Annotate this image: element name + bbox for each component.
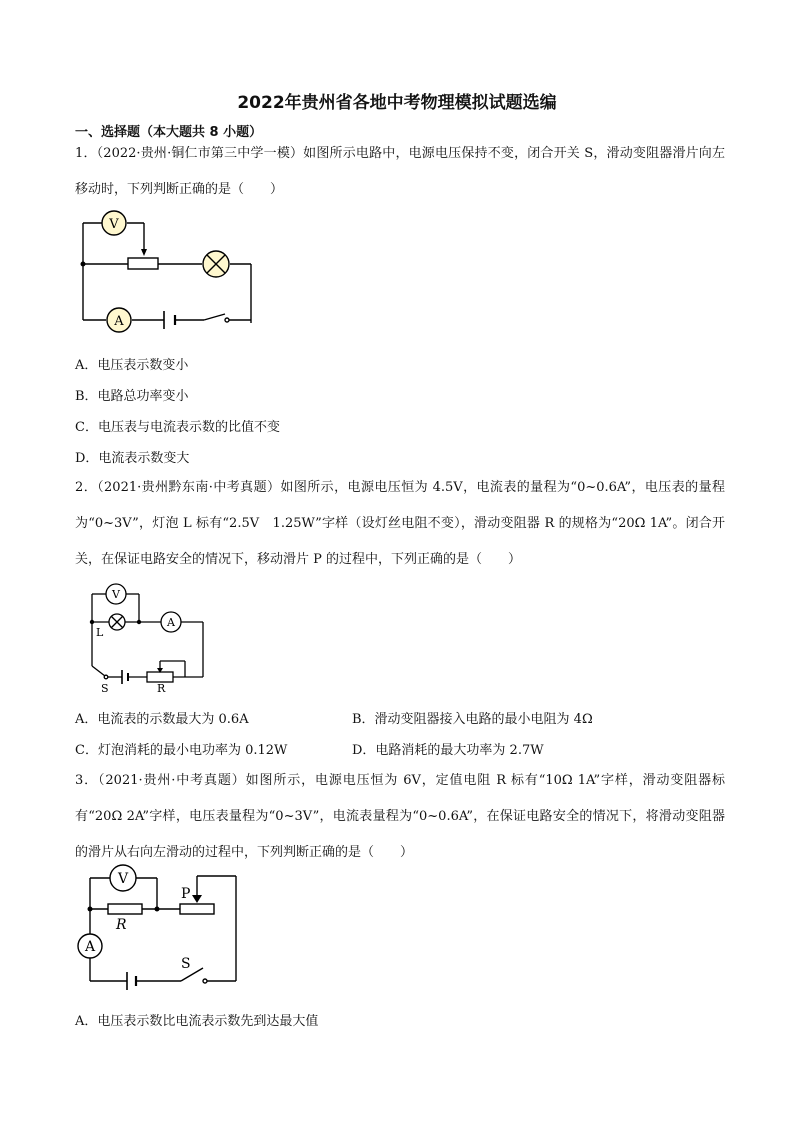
rheostat-symbol [128, 258, 158, 269]
question-2-circuit-diagram [75, 580, 215, 695]
voltmeter-label: V [117, 871, 129, 887]
ammeter-label: A [114, 314, 124, 329]
voltmeter-label: V [112, 588, 120, 601]
q1-option-b[interactable]: B．电路总功率变小 [75, 389, 189, 404]
resistor-label: R [116, 917, 127, 933]
q1-option-d[interactable]: D．电流表示数变大 [75, 451, 190, 466]
switch-label: S [101, 682, 109, 695]
ammeter-label: A [84, 939, 96, 955]
ammeter-label: A [167, 616, 175, 629]
q1-option-c[interactable]: C．电压表与电流表示数的比值不变 [75, 420, 280, 435]
q2-option-a[interactable]: A．电流表的示数最大为 0.6A [75, 712, 249, 727]
q3-option-a[interactable]: A．电压表示数比电流表示数先到达最大值 [75, 1014, 319, 1029]
q2-option-c[interactable]: C．灯泡消耗的最小电功率为 0.12W [75, 743, 288, 758]
lamp-label: L [96, 626, 104, 639]
question-2-text: 2．（2021·贵州黔东南·中考真题）如图所示，电源电压恒为 4.5V，电流表的量程为“0~0.6A”，电压表的量程为“0~3V”，灯泡 L 标有“2.5V 1.25W”字样（设灯丝电阻不变），滑动变阻器 R 的规格为“20Ω 1A”。闭合开关，在保证电路安全的情况下，移动滑片 P 的过程中，下列正确的是（ ） [75, 480, 725, 567]
question-3-circuit-diagram [75, 862, 245, 987]
rheostat-label: R [157, 682, 166, 695]
question-3-text: 3．（2021·贵州·中考真题）如图所示，电源电压恒为 6V，定值电阻 R 标有“10Ω 1A”字样，滑动变阻器标有“20Ω 2A”字样，电压表量程为“0~3V”，电流表量程为“0~0.6A”，在保证电路安全的情况下，将滑动变阻器的滑片从右向左滑动的过程中，下列判断正确的是（ ） [75, 773, 725, 860]
voltmeter-label: V [109, 217, 119, 232]
rheostat-symbol [180, 904, 214, 914]
page-title: 2022年贵州省各地中考物理模拟试题选编 [237, 93, 557, 113]
section-heading: 一、选择题（本大题共 8 小题） [75, 125, 263, 140]
q2-option-d[interactable]: D．电路消耗的最大功率为 2.7W [352, 743, 544, 758]
resistor-symbol [108, 904, 142, 914]
switch-label: S [181, 956, 191, 972]
question-1-text: 1．（2022·贵州·铜仁市第三中学一模）如图所示电路中，电源电压保持不变，闭合开关 S，滑动变阻器滑片向左移动时，下列判断正确的是（ ） [75, 146, 725, 197]
q1-option-a[interactable]: A．电压表示数变小 [75, 358, 189, 373]
slider-label: P [181, 886, 191, 902]
q2-option-b[interactable]: B．滑动变阻器接入电路的最小电阻为 4Ω [352, 712, 593, 727]
question-1-circuit-diagram [75, 205, 265, 335]
